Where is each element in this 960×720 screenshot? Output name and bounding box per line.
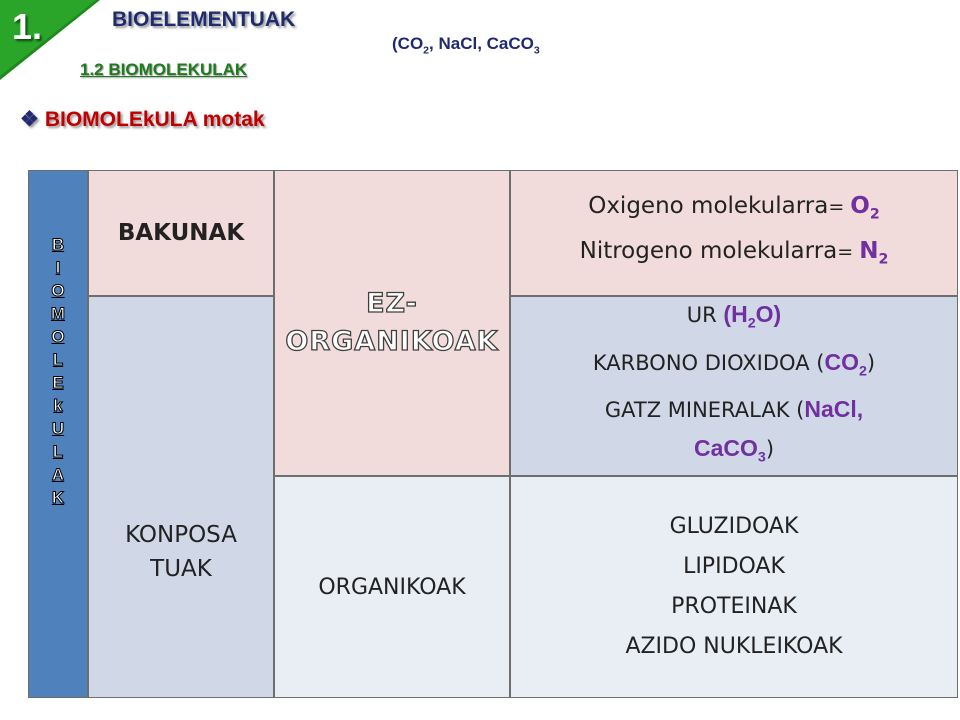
vertical-letter: B (51, 235, 65, 254)
diamond-bullet-icon: ❖ (20, 108, 39, 131)
label-organikoak: ORGANIKOAK (318, 574, 466, 600)
cell-inorganic (510, 296, 958, 476)
slide-number: 1. (12, 6, 43, 47)
water-row: UR $(H_2O)$ (686, 301, 782, 332)
vertical-letter: I (55, 258, 61, 277)
label-bakunak: BAKUNAK (117, 220, 245, 246)
salts-row-2: CaCO$_3$) (693, 435, 775, 466)
vertical-letter: O (51, 327, 65, 346)
nitrogen-row: Nitrogeno molekularra= $N_2$ (579, 238, 889, 268)
vertical-letter: L (52, 442, 64, 461)
salts-row: GATZ MINERALAK (NaCl, (604, 396, 864, 423)
vertical-header (28, 170, 88, 698)
organic-item: AZIDO NUKLEIKOAK (625, 634, 843, 659)
vertical-letter: E (52, 373, 64, 392)
organic-item: GLUZIDOAK (669, 514, 799, 539)
slide-title: BIOELEMENTUAK (112, 8, 296, 31)
vertical-letter: M (50, 304, 66, 323)
organic-list (625, 507, 842, 667)
vertical-letter: A (51, 465, 65, 484)
cell-organikoak (274, 476, 510, 698)
vertical-letter: U (51, 419, 65, 438)
cell-konposatuak (88, 296, 274, 698)
vertical-letter: O (51, 281, 65, 300)
slide-subtitle: 1.2 BIOMOLEKULAK (80, 60, 248, 79)
label-ez-organikoak: EZ- ORGANIKOAK (285, 288, 499, 357)
organic-item: LIPIDOAK (683, 554, 785, 579)
label-konposatuak: KONPOSA TUAK (125, 522, 237, 582)
vertical-letter: L (52, 350, 64, 369)
bullet-text: BIOMOLEkULA motak (44, 108, 265, 131)
inorganic-list (593, 295, 875, 477)
biomolecule-table (28, 170, 958, 698)
co2-row: KARBONO DIOXIDOA $(CO_2)$ (592, 348, 876, 380)
oxygen-row: Oxigeno molekularra= $O_2$ (588, 193, 880, 223)
cell-ez-organikoak (274, 170, 510, 476)
bullet-heading (20, 107, 265, 132)
vertical-letter: k (53, 396, 63, 415)
cell-organic (510, 476, 958, 698)
cell-bakunak (88, 170, 274, 296)
cell-simple-molecules (510, 170, 958, 296)
simple-molecules-list (580, 188, 889, 277)
organic-item: PROTEINAK (671, 594, 797, 619)
vertical-letter: K (51, 488, 65, 507)
formula-note: ($CO_2$, NaCl, CaCO$_3$ (392, 34, 540, 57)
